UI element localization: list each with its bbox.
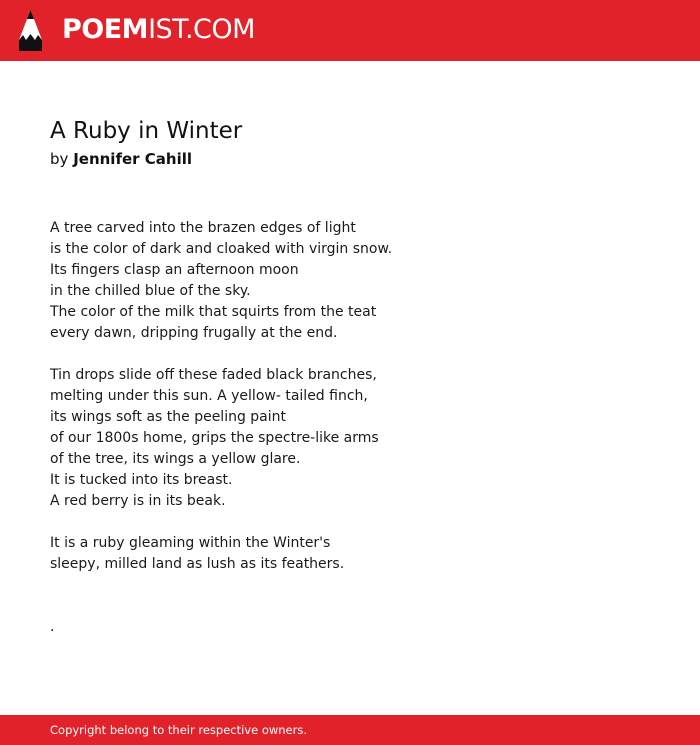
poem-line: in the chilled blue of the sky. bbox=[50, 283, 251, 299]
poem-line: Its fingers clasp an afternoon moon bbox=[50, 262, 299, 278]
logo-light-text: IST.COM bbox=[148, 14, 255, 45]
poem-line: A red berry is in its beak. bbox=[50, 493, 226, 509]
poem-line: It is a ruby gleaming within the Winter's bbox=[50, 535, 331, 551]
author-name: Jennifer Cahill bbox=[73, 150, 192, 168]
poem-line: every dawn, dripping frugally at the end. bbox=[50, 325, 338, 341]
byline bbox=[50, 148, 192, 170]
pencil-tip-icon[interactable] bbox=[17, 9, 44, 52]
site-logo[interactable] bbox=[62, 12, 255, 48]
stanza bbox=[50, 218, 650, 344]
copyright-text: Copyright belong to their respective owners. bbox=[50, 723, 308, 737]
poem-line: is the color of dark and cloaked with virgin snow. bbox=[50, 241, 393, 257]
stanza bbox=[50, 533, 650, 575]
poem-line: The color of the milk that squirts from the teat bbox=[50, 304, 377, 320]
poem-body bbox=[50, 218, 650, 596]
poem-line: A tree carved into the brazen edges of light bbox=[50, 220, 356, 236]
poem-line: sleepy, milled land as lush as its feathers. bbox=[50, 556, 345, 572]
poem-line: It is tucked into its breast. bbox=[50, 472, 233, 488]
poem-line: Tin drops slide off these faded black branches, bbox=[50, 367, 377, 383]
by-label: by bbox=[50, 150, 69, 168]
stanza bbox=[50, 365, 650, 512]
site-footer bbox=[0, 715, 700, 745]
poem-line: its wings soft as the peeling paint bbox=[50, 409, 287, 425]
poem-title: A Ruby in Winter bbox=[50, 118, 243, 144]
trailing-mark: . bbox=[50, 619, 55, 635]
poem-line: of our 1800s home, grips the spectre-like arms bbox=[50, 430, 379, 446]
site-header bbox=[0, 0, 700, 61]
poem-line: of the tree, its wings a yellow glare. bbox=[50, 451, 301, 467]
logo-bold-text: POEM bbox=[62, 14, 149, 45]
poem-line: melting under this sun. A yellow- tailed finch, bbox=[50, 388, 368, 404]
